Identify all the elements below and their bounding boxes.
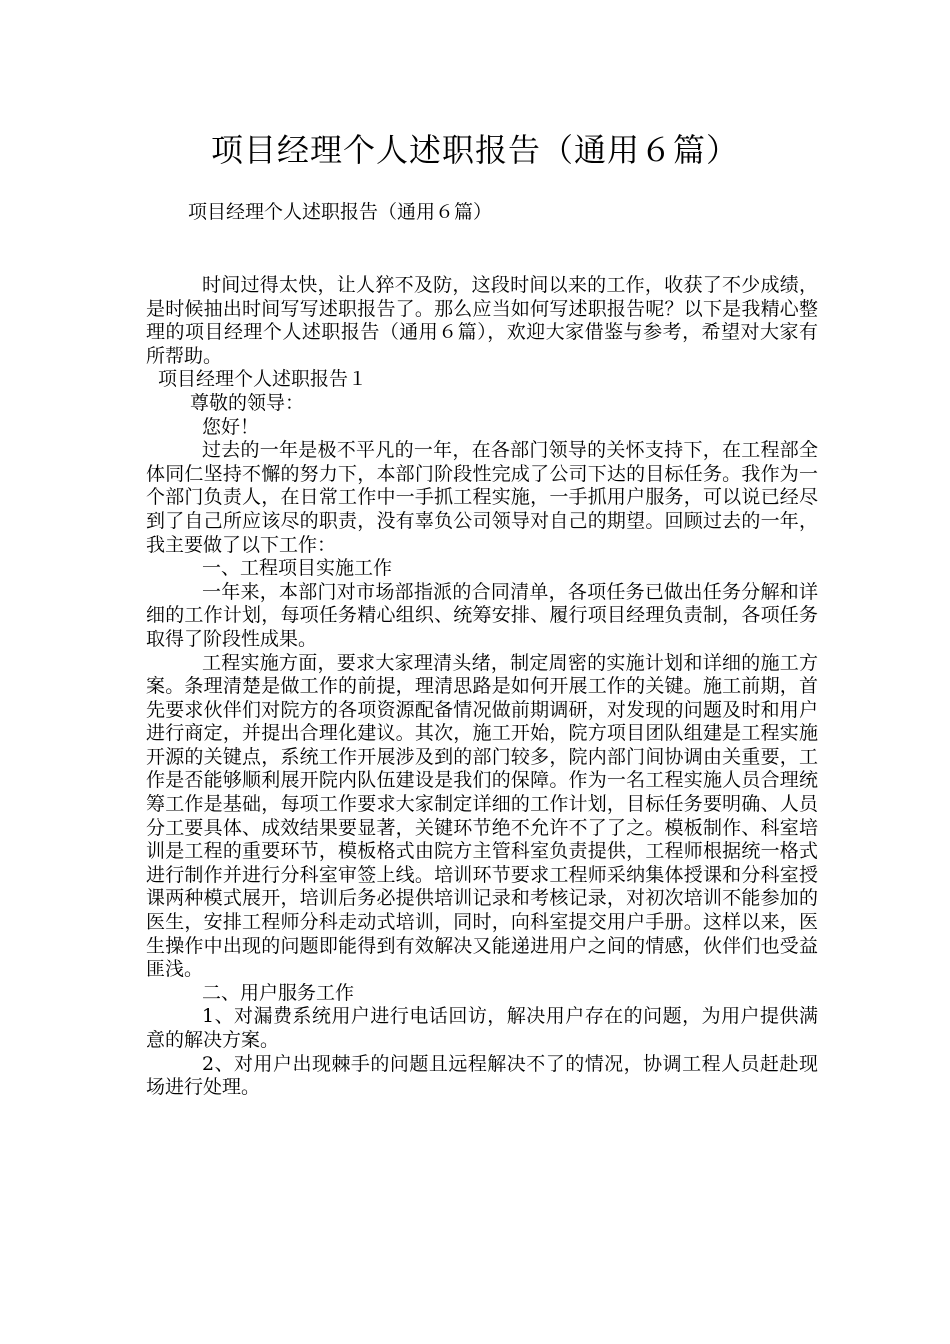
list-item: 1、对漏费系统用户进行电话回访，解决用户存在的问题，为用户提供满意的解决方案。: [146, 1005, 818, 1051]
greeting: 您好！: [202, 415, 260, 438]
section-heading-report-1: 项目经理个人述职报告１: [158, 368, 368, 391]
intro-paragraph: 时间过得太快，让人猝不及防，这段时间以来的工作，收获了不少成绩，是时候抽出时间写写述职报告了。那么应当如何写述职报告呢？以下是我精心整理的项目经理个人述职报告（通用６篇），欢迎大家借鉴与参考，希望对大家有所帮助。: [146, 274, 818, 367]
section-heading: 二、用户服务工作: [202, 981, 355, 1004]
body-paragraph: 工程实施方面，要求大家理清头绪，制定周密的实施计划和详细的施工方案。条理清楚是做工作的前提，理清思路是如何开展工作的关键。施工前期，首先要求伙伴们对院方的各项资源配备情况做前期调研，对发现的问题及时和用户进行商定，并提出合理化建议。其次，施工开始，院方项目团队组建是工程实施开源的关键点，系统工作开展涉及到的部门较多，院内部门间协调由关重要，工作是否能够顺利展开院内队伍建设是我们的保障。作为一名工程实施人员合理统筹工作是基础，每项工作要求大家制定详细的工作计划，目标任务要明确、人员分工要具体、成效结果要显著，关键环节绝不允许不了了之。模板制作、科室培训是工程的重要环节，模板格式由院方主管科室负责提供，工程师根据统一格式进行制作并进行分科室审签上线。培训环节要求工程师采纳集体授课和分科室授课两种模式展开，培训后务必提供培训记录和考核记录，对初次培训不能参加的医生，安排工程师分科走动式培训，同时，向科室提交用户手册。这样以来，医生操作中出现的问题即能得到有效解决又能递进用户之间的情感，伙伴们也受益匪浅。: [146, 651, 818, 981]
body-paragraph: 一年来，本部门对市场部指派的合同清单，各项任务已做出任务分解和详细的工作计划，每项任务精心组织、统筹安排、履行项目经理负责制，各项任务取得了阶段性成果。: [146, 580, 818, 650]
document-body: [146, 274, 818, 1100]
salutation: 尊敬的领导：: [190, 391, 305, 414]
section-heading: 一、工程项目实施工作: [202, 557, 393, 580]
list-item: 2、对用户出现棘手的问题且远程解决不了的情况，协调工程人员赶赴现场进行处理。: [146, 1052, 818, 1099]
body-paragraph: 过去的一年是极不平凡的一年，在各部门领导的关怀支持下，在工程部全体同仁坚持不懈的努力下，本部门阶段性完成了公司下达的目标任务。我作为一个部门负责人，在日常工作中一手抓工程实施，一手抓用户服务，可以说已经尽到了自己所应该尽的职责，没有辜负公司领导对自己的期望。回顾过去的一年，我主要做了以下工作：: [146, 439, 818, 556]
document-title: 项目经理个人述职报告（通用６篇）: [210, 131, 739, 169]
document-subtitle: 项目经理个人述职报告（通用６篇）: [188, 201, 493, 223]
